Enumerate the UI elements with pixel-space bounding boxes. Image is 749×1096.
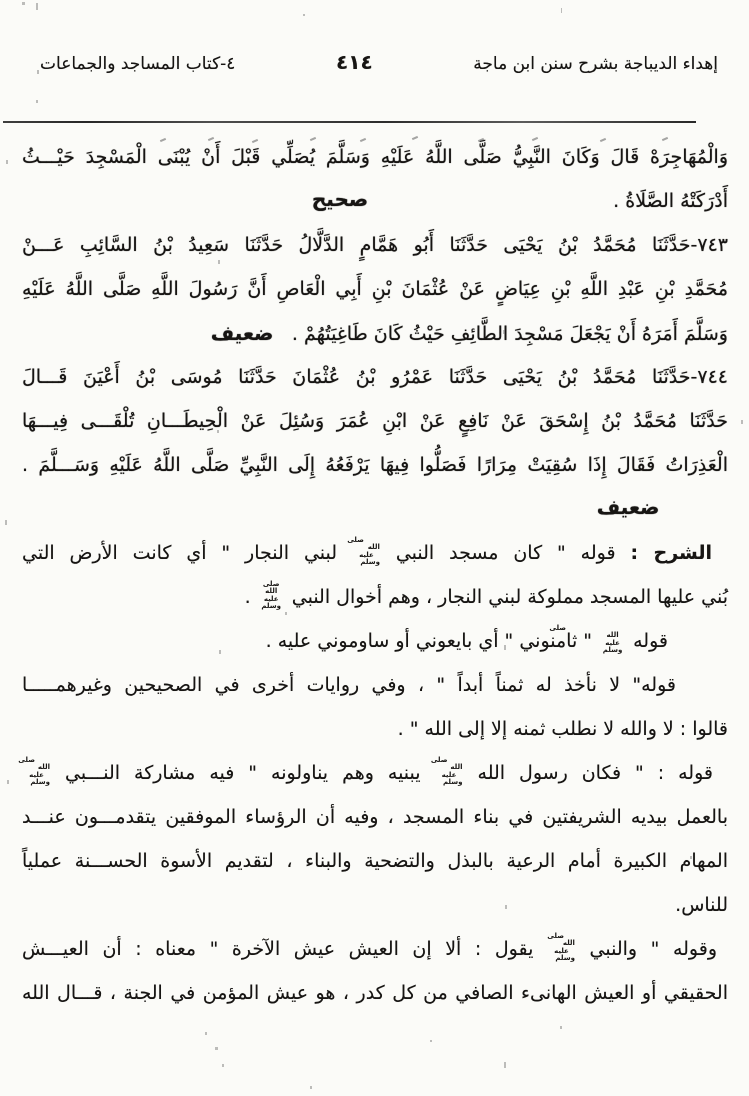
scan-speck (7, 780, 9, 784)
scan-speck (36, 3, 38, 10)
commentary-line (22, 531, 728, 575)
scan-speck (215, 1047, 218, 1050)
grading-stamp-daif: ضعيف (210, 321, 275, 345)
scan-speck (218, 260, 220, 264)
grading-stamp-daif: ضعيف (596, 495, 661, 519)
scan-speck (504, 1062, 506, 1068)
scan-speck (5, 520, 7, 525)
hadith-line: مُحَمَّدِ بْنِ عَبْدِ اللَّهِ بْنِ عِيَاضٍ عَنْ عُثْمَانَ بْنِ أَبِي الْعَاصِ أَنَّ رَسُولَ اللَّهِ صَلَّى اللَّهُ عَلَيْهِ (22, 278, 728, 300)
scan-speck (303, 14, 305, 16)
hadith-743 (22, 223, 728, 355)
commentary-line: وقوله " والنبي صلى الله عليه وسلم يقول : ألا إن العيش عيش الآخرة " معناه : أن العيـــش (22, 931, 718, 962)
chapter-title: ٤-كتاب المساجد والجماعات (40, 54, 236, 74)
commentary-line: قوله" لا نأخذ له ثمناً أبداً " ، وفي روايات أخرى في الصحيحين وغيرهمـــــا (22, 674, 676, 696)
prophet-salutation-icon: صلى الله عليه وسلم (347, 535, 380, 566)
scan-speck (22, 2, 25, 5)
scan-speck (36, 100, 38, 103)
commentary-line: قوله صلى الله عليه وسلم " ثامنوني " أي بايعوني أو ساوموني عليه . (265, 623, 668, 654)
scan-speck (222, 1064, 224, 1067)
hadith-tail-paragraph (22, 135, 728, 223)
scan-speck (690, 856, 692, 859)
prophet-salutation-icon: صلى الله عليه وسلم (18, 755, 50, 786)
header-rule (3, 121, 696, 123)
hadith-line: حَدَّثَنَا مُحَمَّدُ بْنُ إِسْحَقَ عَنْ نَافِعٍ عَنْ ابْنِ عُمَرَ وَسُئِلَ عَنْ الْحِيطَـــانِ تُلْقَـــى فِيـــهَا (22, 410, 728, 432)
hadith-line: ٧٤٤-حَدَّثَنَا مُحَمَّدُ بْنُ يَحْيَى حَدَّثَنَا عَمْرُو بْنُ عُثْمَانَ حَدَّثَنَا مُوسَى بْنُ أَعْيَنَ قَـــالَ (22, 366, 728, 388)
scan-speck (6, 160, 8, 164)
scan-speck (741, 420, 743, 424)
scan-speck (219, 650, 221, 654)
scan-speck (504, 645, 506, 650)
scan-speck (285, 612, 287, 615)
scan-speck (205, 1032, 207, 1035)
commentary-line: للناس. (675, 894, 728, 916)
scan-speck (430, 1040, 432, 1042)
hadith-line: ٧٤٣-حَدَّثَنَا مُحَمَّدُ بْنُ يَحْيَى حَدَّثَنَا أَبُو هَمَّامٍ الدَّلَّالُ حَدَّثَنَا سَعِيدُ بْنُ السَّائِبِ عَـــنْ (22, 234, 728, 256)
page-number: ٤١٤ (336, 50, 373, 74)
page-header (40, 50, 718, 74)
sharh-label: الشرح : (630, 542, 712, 564)
hadith-line: الْعَذِرَاتُ فَقَالَ إِذَا سُقِيَتْ مِرَارًا فَصَلُّوا فِيهَا يَرْفَعُهُ إِلَى النَّبِيِّ صَلَّى اللَّهُ عَلَيْهِ وَسَـــلَّمَ . (22, 454, 728, 476)
scan-speck (561, 8, 562, 13)
hadith-line (22, 179, 728, 223)
commentary-line: بُني عليها المسجد مملوكة لبني النجار ، وهم أخوال النبي صلى الله عليه وسلم . (244, 579, 728, 610)
scan-speck (37, 70, 39, 74)
hadith-744 (22, 355, 728, 487)
commentary-line: بالعمل بيديه الشريفتين في بناء المسجد ، وفيه أن الرؤساء الموفقين يتقدمـــون عنـــد (22, 806, 728, 828)
prophet-salutation-icon: صلى الله عليه وسلم (430, 755, 463, 786)
commentary-line: قالوا : لا والله لا نطلب ثمنه إلا إلى الله " . (397, 718, 728, 740)
commentary-section (18, 531, 728, 1015)
prophet-salutation-icon: صلى الله عليه وسلم (549, 623, 623, 654)
book-title: إهداء الديباجة بشرح سنن ابن ماجة (473, 54, 718, 74)
commentary-line: قوله : " فكان رسول الله صلى الله عليه وسلم يبنيه وهم يناولونه " فيه مشاركة النـــبي صلى الله عليه وسلم (18, 755, 713, 786)
hadith-line-text: أَدْرَكَتْهُ الصَّلَاةُ . (613, 190, 728, 212)
scan-speck (503, 330, 505, 334)
grading-stamp-row (22, 487, 728, 531)
hadith-line-text: وَسَلَّمَ أَمَرَهُ أَنْ يَجْعَلَ مَسْجِدَ الطَّائِفِ حَيْثُ كَانَ طَاغِيَتُهُمْ . (291, 323, 728, 345)
commentary-line: المهام الكبيرة أمام الرعية بالبذل والتضحية والبناء ، لتقديم الأسوة الحســـنة عملياً (22, 850, 728, 872)
commentary-line-text: قوله " كان مسجد النبي صلى الله عليه وسلم لبني النجار " أي كانت الأرض التي (22, 535, 631, 566)
commentary-line: الحقيقي أو العيش الهانىء الصافي من كل كدر ، هو عيش المؤمن في الجنة ، قـــال الله (22, 982, 728, 1004)
scan-speck (217, 430, 219, 433)
scan-speck (560, 1026, 562, 1029)
hadith-line: وَالْمُهَاجِرَهْ قَالَ وَكَانَ النَّبِيُّ صَلَّى اللَّهُ عَلَيْهِ وَسَلَّمَ يُصَلِّي قَبْلَ أَنْ يُبْنَى الْمَسْجِدَ حَيْـــثُ (22, 146, 728, 168)
page-body (18, 135, 728, 1015)
scan-speck (505, 905, 507, 909)
prophet-salutation-icon: صلى الله عليه وسلم (547, 931, 575, 962)
hadith-line (22, 311, 728, 355)
prophet-salutation-icon: صلى الله عليه وسلم (261, 579, 281, 610)
grading-stamp-sahih: صحيح (311, 187, 369, 211)
scan-speck (310, 1086, 312, 1089)
